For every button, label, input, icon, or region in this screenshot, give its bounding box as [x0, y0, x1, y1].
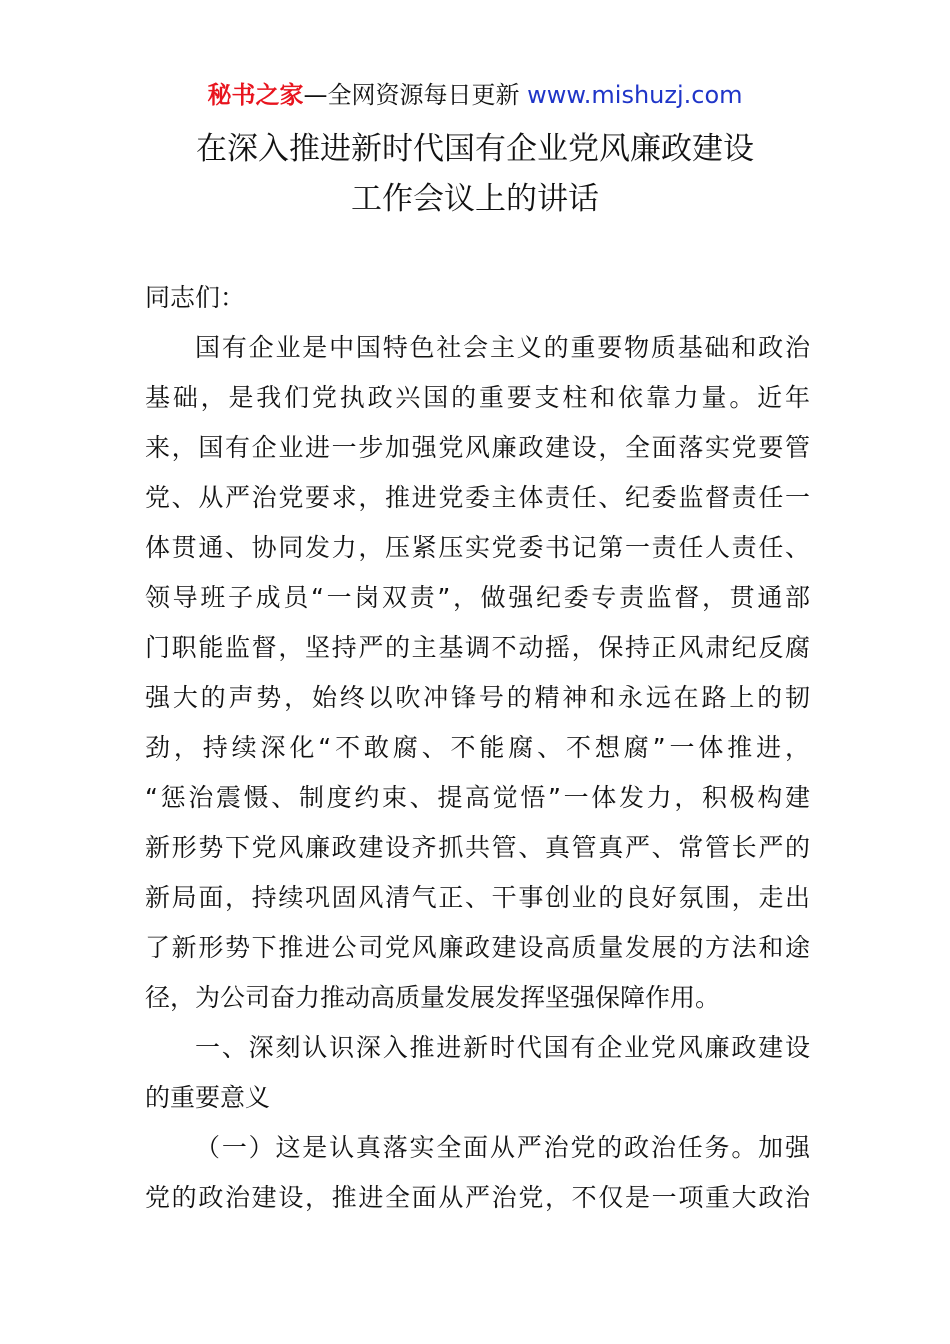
text-line: 新形势下党风廉政建设齐抓共管、真管真严、常管长严的 — [145, 833, 810, 862]
text-line: 劲，持续深化“不敢腐、不能腐、不想腐”一体推进， — [145, 733, 810, 762]
text-line: 国有企业是中国特色社会主义的重要物质基础和政治 — [195, 333, 810, 362]
text-line: 来，国有企业进一步加强党风廉政建设，全面落实党要管 — [145, 433, 810, 462]
text-line: 党、从严治党要求，推进党委主体责任、纪委监督责任一 — [145, 483, 810, 512]
text-line: 门职能监督，坚持严的主基调不动摇，保持正风肃纪反腐 — [145, 633, 810, 662]
brand-name: 秘书之家 — [207, 81, 304, 109]
header-tagline: —全网资源每日更新 — [303, 81, 520, 109]
paragraph-subsection-1 — [145, 1123, 810, 1223]
text-line: 领导班子成员“一岗双责”，做强纪委专责监督，贯通部 — [145, 583, 810, 612]
text-line: 的重要意义 — [145, 1083, 271, 1112]
section-heading-1 — [145, 1023, 810, 1123]
text-line: 强大的声势，始终以吹冲锋号的精神和永远在路上的韧 — [145, 683, 810, 712]
paragraph-intro — [145, 323, 810, 1023]
document-title-line-1: 在深入推进新时代国有企业党风廉政建设 — [196, 131, 754, 167]
text-line: 新局面，持续巩固风清气正、干事创业的良好氛围，走出 — [145, 883, 810, 912]
site-header — [0, 78, 950, 112]
text-line: 径，为公司奋力推动高质量发展发挥坚强保障作用。 — [145, 983, 721, 1012]
text-line: 基础，是我们党执政兴国的重要支柱和依靠力量。近年 — [145, 383, 810, 412]
text-line: 党的政治建设，推进全面从严治党，不仅是一项重大政治 — [145, 1183, 810, 1212]
text-line: （一）这是认真落实全面从严治党的政治任务。加强 — [195, 1133, 810, 1162]
salutation: 同志们： — [145, 283, 246, 312]
text-line: 体贯通、协同发力，压紧压实党委书记第一责任人责任、 — [145, 533, 810, 562]
site-url-link[interactable]: www.mishuzj.com — [527, 81, 743, 109]
text-line: 一、深刻认识深入推进新时代国有企业党风廉政建设 — [195, 1033, 810, 1062]
document-title-line-2: 工作会议上的讲话 — [351, 181, 599, 217]
text-line: “惩治震慑、制度约束、提高觉悟”一体发力，积极构建 — [145, 783, 810, 812]
text-line: 了新形势下推进公司党风廉政建设高质量发展的方法和途 — [145, 933, 810, 962]
